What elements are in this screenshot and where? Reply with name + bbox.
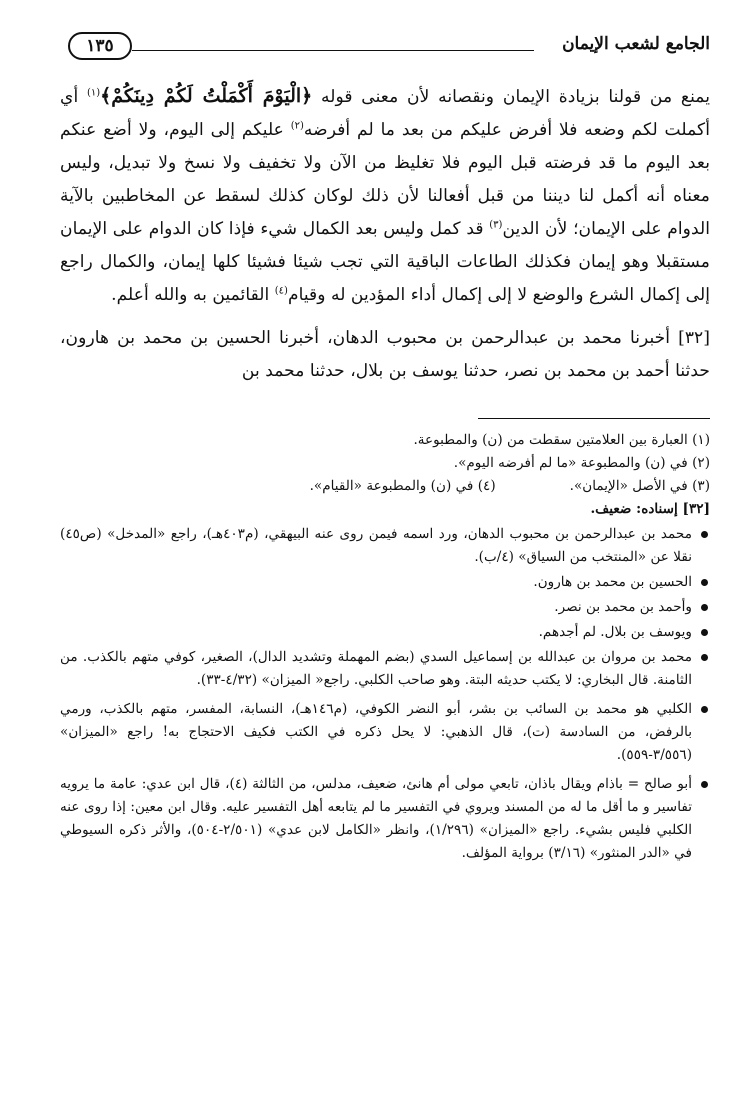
narrator-note: محمد بن مروان بن عبدالله بن إسماعيل السدي (بضم المهملة وتشديد الدال)، الصغير، كوفي متهم بالكذب. من الثامنة. قال البخاري: لا يكتب حديثه البتة. وهو صاحب الكلبي. راجع« الميزان» (٤/٣٢-٣٣). bbox=[60, 646, 710, 692]
footnote-marker[interactable]: (٤) bbox=[274, 285, 288, 297]
page-header bbox=[60, 28, 710, 70]
narrator-note: ويوسف بن بلال. لم أجدهم. bbox=[60, 621, 710, 644]
footnote-separator bbox=[478, 418, 710, 419]
book-page bbox=[60, 28, 710, 1078]
text-run: القائمين به والله أعلم. bbox=[111, 285, 275, 305]
footnote-1: (١) العبارة بين العلامتين سقطت من (ن) والمطبوعة. bbox=[413, 432, 710, 448]
footnote-marker[interactable]: (٣) bbox=[489, 219, 503, 231]
isnad-grading: [٣٢] إسناده: ضعيف. bbox=[590, 501, 710, 517]
narrator-note: الحسين بن محمد بن هارون. bbox=[60, 571, 710, 594]
text-run: قد كمل وليس بعد الكمال شيء فإذا كان الدوام على الإيمان مستقبلا وهو إيمان فكذلك الطاعات الباقية التي تجب شيئا فشيئا كلها إيمان، والكمال راجع إلى إكمال الشرع والوضع لا إلى إكمال أداء المؤدين له وقيام bbox=[60, 219, 710, 305]
narrator-list bbox=[60, 523, 710, 865]
narrator-note: محمد بن عبدالرحمن بن محبوب الدهان، ورد اسمه فيمن روى عنه البيهقي، (م٤٠٣هـ)، راجع «المدخل» (ص٤٥) نقلا عن «المنتخب من السياق» (٤/ب). bbox=[60, 523, 710, 569]
footnote-marker[interactable]: (٢) bbox=[290, 120, 304, 132]
main-text bbox=[60, 80, 710, 388]
footnote-4: (٤) في (ن) والمطبوعة «القيام». bbox=[309, 478, 496, 494]
footnote-row bbox=[60, 475, 710, 498]
footnote-marker[interactable]: (١) bbox=[86, 87, 101, 99]
narrator-note: أبو صالح = باذام ويقال باذان، تابعي مولى أم هانئ، ضعيف، مدلس، من الثالثة (٤)، قال ابن عدي: عامة ما يرويه تفاسير و ما أقل ما له من المسند ويروي في التفسير ما لم يتابعه أهل التفسير عليه. وقال ابن معين: إذا روى عنه الكلبي فليس بشيء. راجع «الميزان» (١/٢٩٦)، وانظر «الكامل لابن عدي» (٢/٥٠١-٥٠٤)، والأثر ذكره السيوطي في «الدر المنثور» (٣/١٦) برواية المؤلف. bbox=[60, 773, 710, 865]
footnote-3: (٣) في الأصل «الإيمان». bbox=[569, 478, 710, 494]
footnotes bbox=[60, 429, 710, 865]
header-rule bbox=[132, 50, 534, 51]
paragraph-commentary bbox=[60, 80, 710, 312]
narrator-note: الكلبي هو محمد بن السائب بن بشر، أبو النضر الكوفي، (م١٤٦هـ)، النسابة، المفسر، متهم بالكذب، ورمي بالرفض، من السادسة (ت)، قال الذهبي: لا يحل ذكره في الكتب فكيف الاحتجاج به! راجع «الميزان» (٣/٥٥٦-٥٥٩). bbox=[60, 698, 710, 767]
quran-verse: ﴿الْيَوْمَ أَكْمَلْتُ لَكُمْ دِينَكُمْ﴾ bbox=[100, 85, 313, 107]
paragraph-hadith-chain: [٣٢] أخبرنا محمد بن عبدالرحمن بن محبوب الدهان، أخبرنا الحسين بن محمد بن هارون، حدثنا أحمد بن محمد بن نصر، حدثنا يوسف بن بلال، حدثنا محمد بن bbox=[60, 328, 710, 381]
page-number: ١٣٥ bbox=[68, 32, 132, 60]
text-run: عليكم إلى اليوم، ولا أضع عنكم بعد اليوم ما قد فرضته قبل اليوم فلا تغليظ من الآن ولا تخفيف ولا نسخ ولا تبديل، وليس معناه أنه أكمل لنا ديننا من قبل أفعالنا لأن ذلك لوكان كذلك لسقط عن المخاطبين بالآية الدوام على الإيمان؛ لأن الدين bbox=[60, 120, 710, 239]
running-title: الجامع لشعب الإيمان bbox=[562, 34, 710, 54]
text-run: يمنع من قولنا بزيادة الإيمان ونقصانه لأن معنى قوله bbox=[312, 87, 710, 107]
text-run: أي أكملت لكم وضعه فلا أفرض عليكم من بعد ما لم أفرضه bbox=[60, 87, 710, 140]
narrator-note: وأحمد بن محمد بن نصر. bbox=[60, 596, 710, 619]
footnote-2: (٢) في (ن) والمطبوعة «ما لم أفرضه اليوم». bbox=[453, 455, 710, 471]
